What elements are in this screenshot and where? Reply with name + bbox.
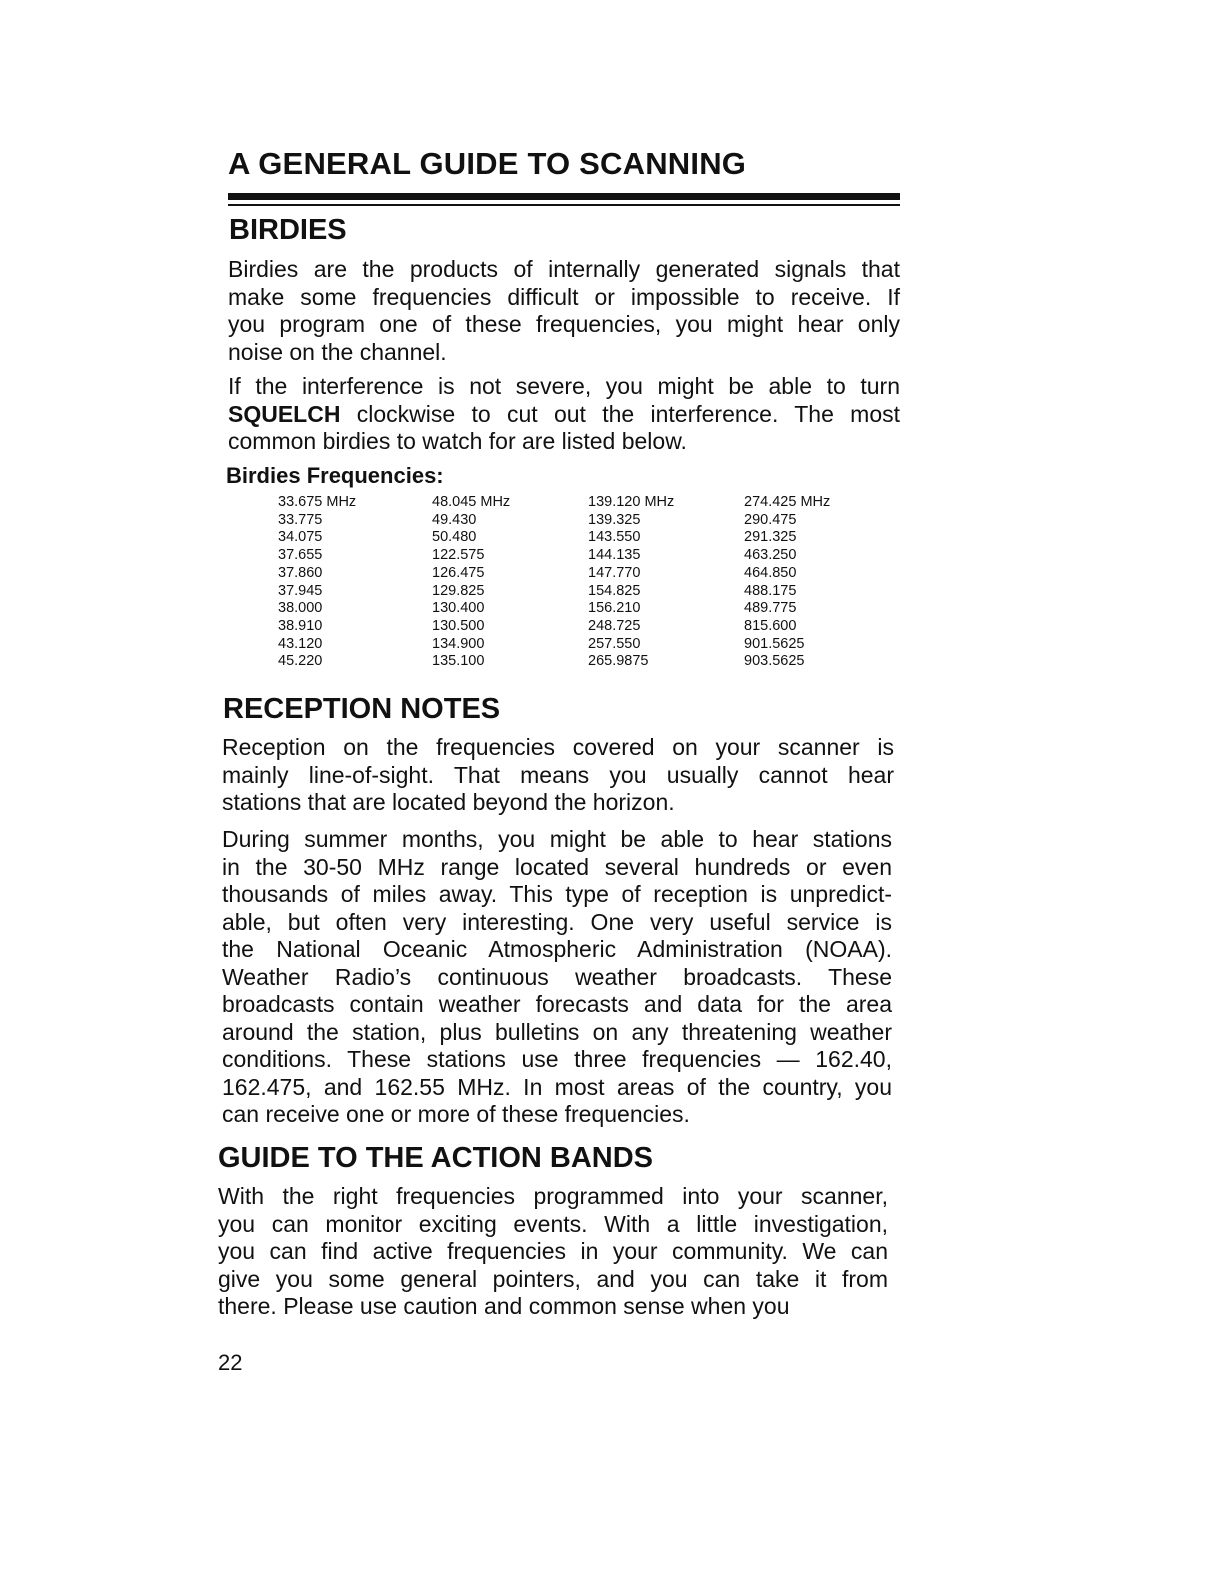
frequency-cell: 291.325 <box>744 529 797 546</box>
frequency-cell: 129.825 <box>432 582 485 599</box>
frequency-cell: 43.120 <box>278 635 323 652</box>
text-line: noise on the channel. <box>228 338 447 365</box>
frequency-cell: 37.860 <box>278 564 323 581</box>
frequency-cell: 126.475 <box>432 564 485 581</box>
title-rule-thick <box>228 193 900 200</box>
frequency-cell: 265.9875 <box>588 653 649 670</box>
action-bands-heading: GUIDE TO THE ACTION BANDS <box>218 1142 654 1174</box>
frequency-cell: 33.775 <box>278 511 323 528</box>
frequency-cell: 50.480 <box>432 529 477 546</box>
frequency-cell: 122.575 <box>432 547 485 564</box>
frequency-cell: 144.135 <box>588 547 641 564</box>
frequency-cell: 901.5625 <box>744 635 805 652</box>
frequency-cell: 488.175 <box>744 582 797 599</box>
text-line: Weather Radio’s continuous weather broadcasts. These <box>222 963 892 990</box>
frequency-cell: 248.725 <box>588 617 641 634</box>
birdies-frequency-table <box>278 494 878 674</box>
reception-paragraph-1 <box>222 734 894 817</box>
birdies-paragraph-1 <box>228 256 900 366</box>
text-line: thousands of miles away. This type of reception is unpredict- <box>222 881 892 907</box>
frequency-column <box>744 494 830 671</box>
text-line: mainly line-of-sight. That means you usually cannot hear <box>222 761 894 788</box>
frequency-cell: 257.550 <box>588 635 641 652</box>
birdies-paragraph-2 <box>228 373 900 456</box>
frequency-cell: 34.075 <box>278 529 323 546</box>
text-line: Reception on the frequencies covered on your scanner is <box>222 734 894 760</box>
page-number: 22 <box>218 1350 243 1375</box>
birdies-frequencies-label: Birdies Frequencies: <box>226 463 444 488</box>
text-line: you can find active frequencies in your community. We can <box>218 1238 888 1264</box>
frequency-cell: 38.000 <box>278 600 323 617</box>
frequency-cell: 147.770 <box>588 564 641 581</box>
frequency-cell: 33.675 MHz <box>278 494 357 510</box>
text-line: able, but often very interesting. One very useful service is <box>222 908 892 935</box>
frequency-cell: 143.550 <box>588 529 641 546</box>
reception-paragraph-2 <box>222 826 892 1129</box>
text-run: clockwise to cut out the interference. The most <box>340 400 900 427</box>
frequency-cell: 815.600 <box>744 617 797 634</box>
text-line: you program one of these frequencies, you might hear only <box>228 311 900 337</box>
frequency-cell: 37.655 <box>278 547 323 564</box>
page-title: A GENERAL GUIDE TO SCANNING <box>228 146 747 181</box>
text-line: With the right frequencies programmed into your scanner, <box>218 1183 888 1209</box>
text-line: around the station, plus bulletins on any threatening weather <box>222 1018 892 1045</box>
frequency-column <box>278 494 356 671</box>
frequency-cell: 134.900 <box>432 635 485 652</box>
text-line: If the interference is not severe, you might be able to turn <box>228 373 900 399</box>
frequency-cell: 37.945 <box>278 582 323 599</box>
frequency-cell: 489.775 <box>744 600 797 617</box>
frequency-cell: 463.250 <box>744 547 797 564</box>
text-line: you can monitor exciting events. With a little investigation, <box>218 1210 888 1237</box>
frequency-cell: 156.210 <box>588 600 641 617</box>
text-line: common birdies to watch for are listed below. <box>228 428 687 454</box>
frequency-column <box>588 494 674 671</box>
text-line: During summer months, you might be able to hear stations <box>222 826 892 852</box>
frequency-cell: 38.910 <box>278 617 323 634</box>
text-line: make some frequencies difficult or impossible to receive. If <box>228 283 900 310</box>
action-bands-paragraph <box>218 1183 888 1321</box>
text-line: in the 30-50 MHz range located several hundreds or even <box>222 853 892 880</box>
frequency-cell: 290.475 <box>744 511 797 528</box>
text-line <box>228 401 900 429</box>
text-line: Birdies are the products of internally generated signals that <box>228 256 900 282</box>
text-line: the National Oceanic Atmospheric Administration (NOAA). <box>222 936 892 962</box>
frequency-cell: 464.850 <box>744 564 797 581</box>
frequency-cell: 139.120 MHz <box>588 494 675 510</box>
frequency-column <box>432 494 510 671</box>
text-line: give you some general pointers, and you can take it from <box>218 1265 888 1292</box>
frequency-cell: 135.100 <box>432 653 485 670</box>
reception-notes-heading: RECEPTION NOTES <box>223 693 501 725</box>
text-line: 162.475, and 162.55 MHz. In most areas of the country, you <box>222 1073 892 1100</box>
frequency-cell: 154.825 <box>588 582 641 599</box>
frequency-cell: 274.425 MHz <box>744 494 831 510</box>
frequency-cell: 139.325 <box>588 511 641 528</box>
frequency-cell: 903.5625 <box>744 653 805 670</box>
text-line: there. Please use caution and common sense when you <box>218 1293 790 1319</box>
frequency-cell: 45.220 <box>278 653 323 670</box>
text-line: broadcasts contain weather forecasts and data for the area <box>222 991 892 1017</box>
frequency-cell: 130.400 <box>432 600 485 617</box>
text-line: can receive one or more of these frequencies. <box>222 1101 690 1127</box>
frequency-cell: 48.045 MHz <box>432 494 511 510</box>
text-line: conditions. These stations use three frequencies — 162.40, <box>222 1046 892 1072</box>
frequency-cell: 130.500 <box>432 617 485 634</box>
text-line: stations that are located beyond the horizon. <box>222 789 675 815</box>
birdies-heading: BIRDIES <box>229 214 347 246</box>
squelch-control-name: SQUELCH <box>228 400 341 427</box>
frequency-cell: 49.430 <box>432 511 477 528</box>
title-rule-thin <box>228 204 900 206</box>
